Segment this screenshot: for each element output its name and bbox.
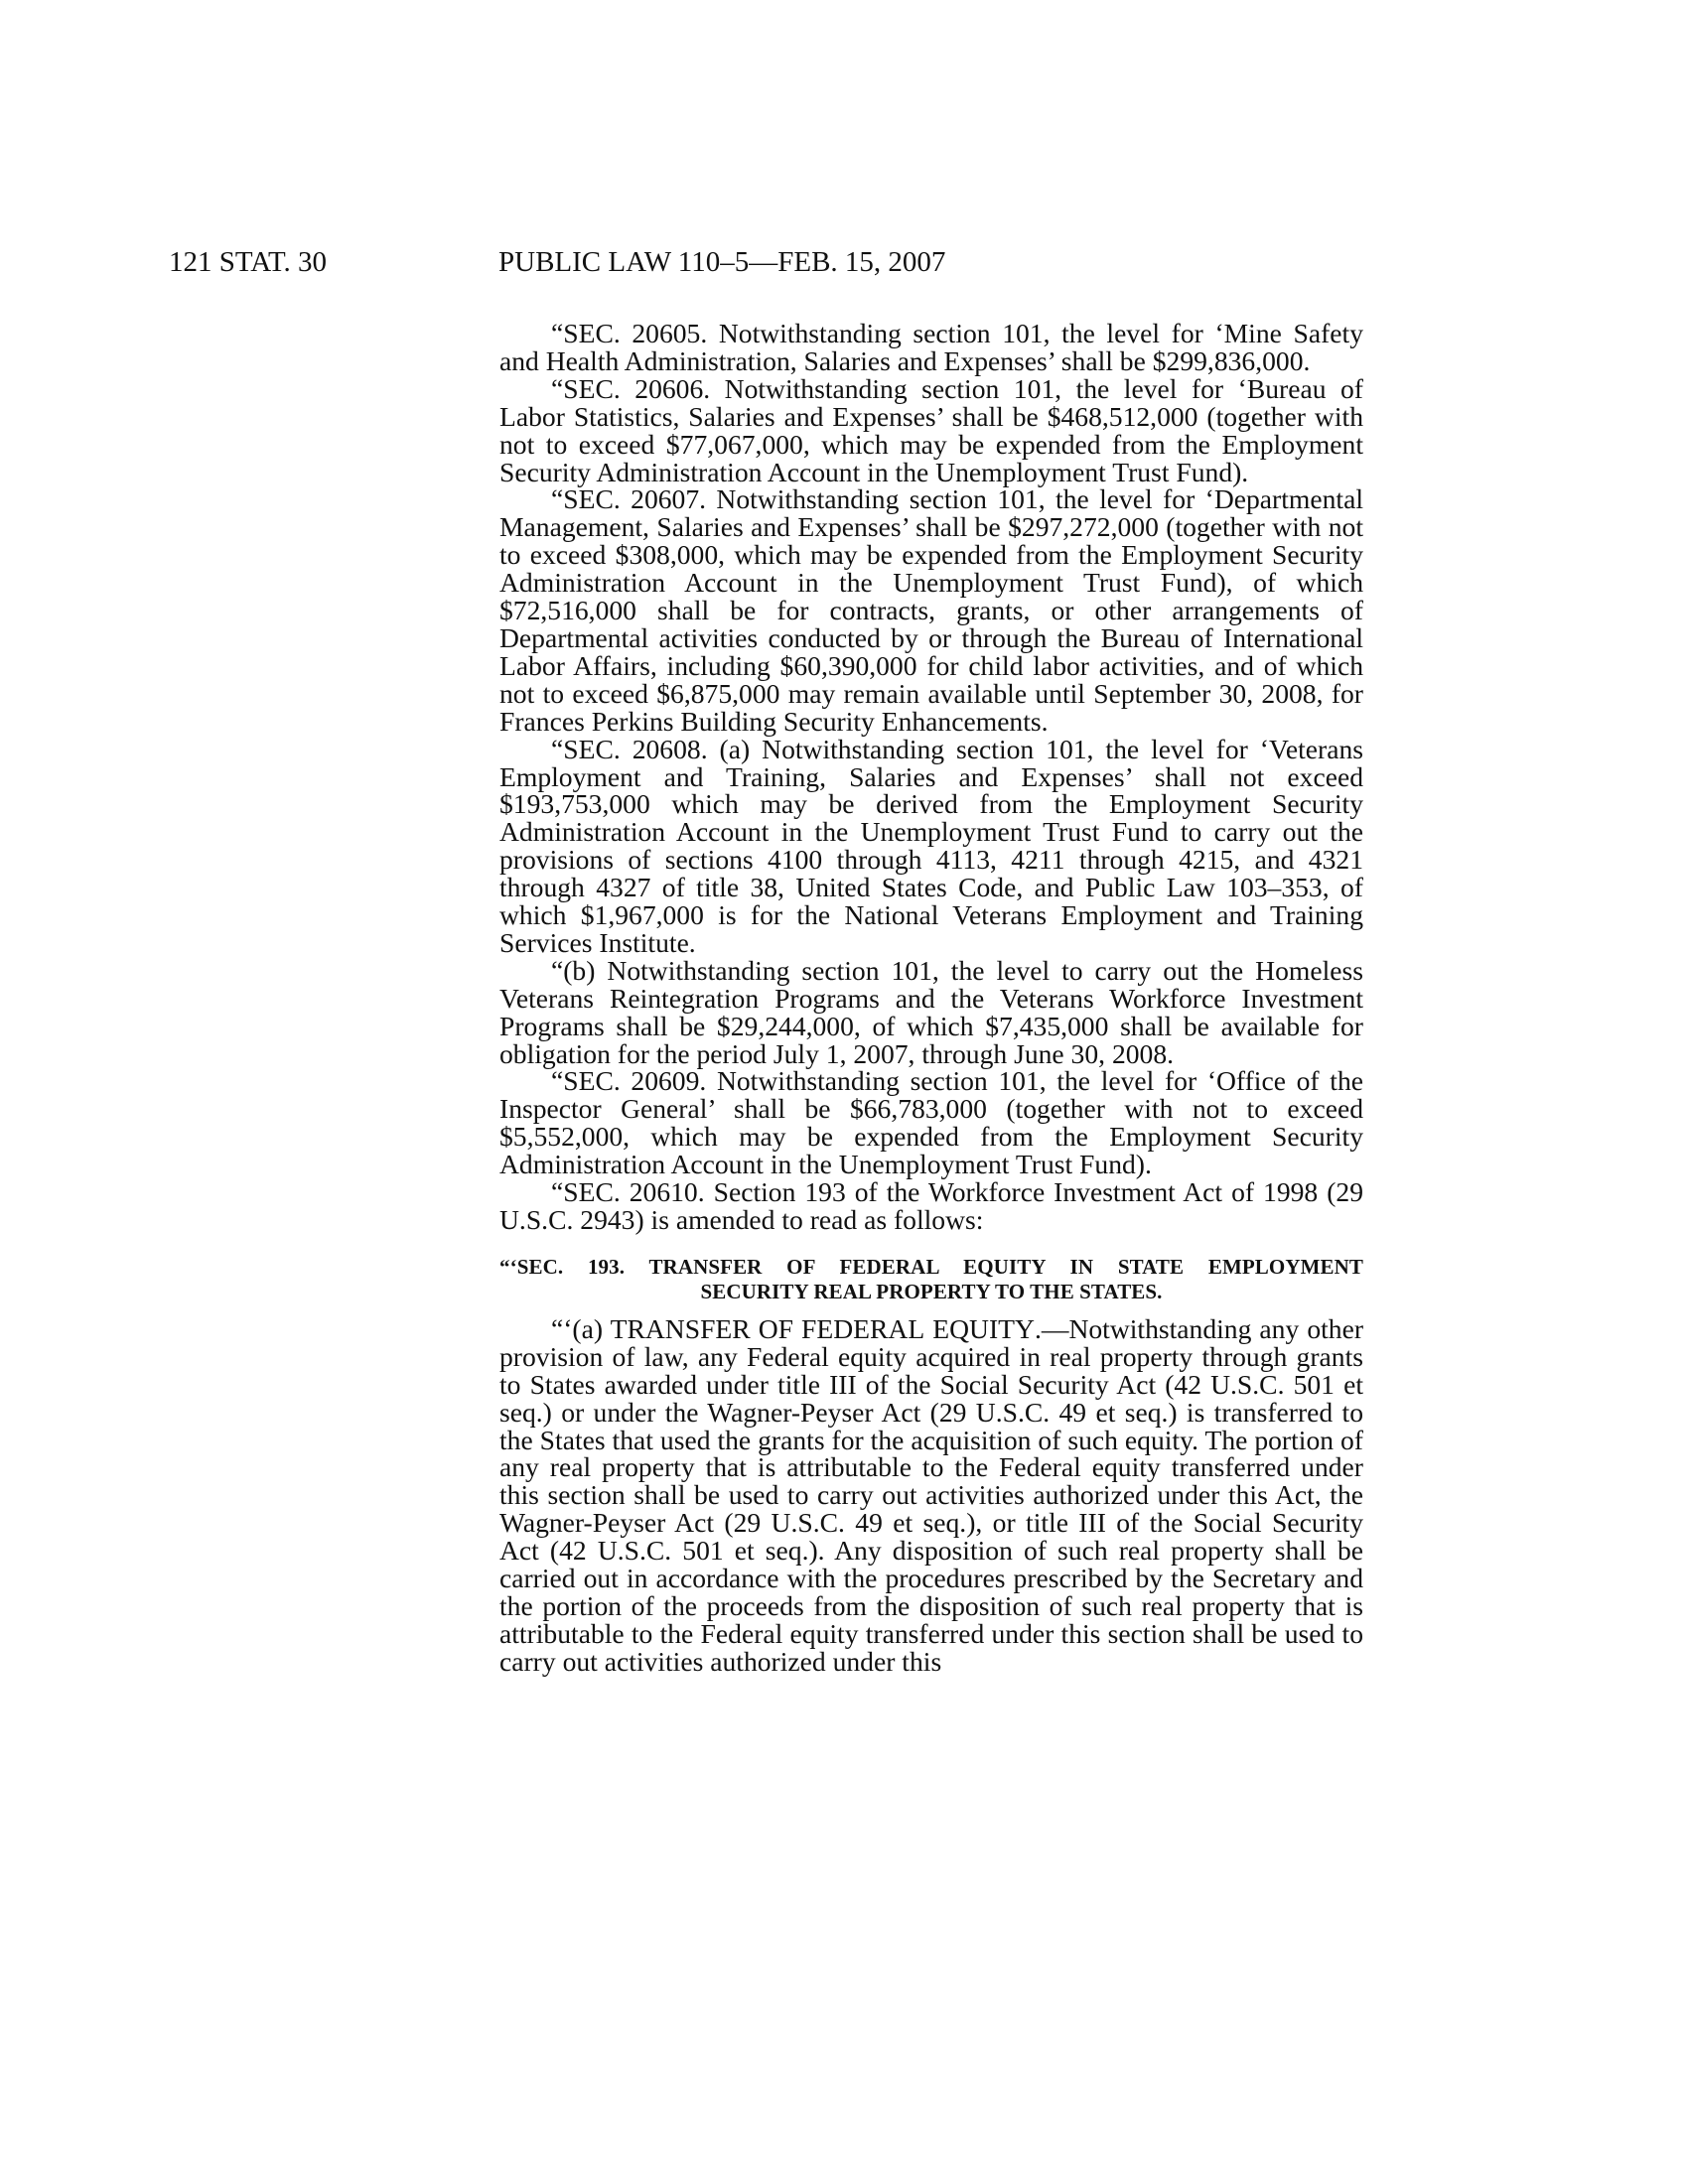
- section-20605-paragraph: “SEC. 20605. Notwithstanding section 101, the level for ‘Mine Safety and Health Administration, Salaries and Expenses’ shall be $299,836,000.: [499, 318, 1363, 376]
- section-20607-paragraph: “SEC. 20607. Notwithstanding section 101, the level for ‘Departmental Management, Salaries and Expenses’ shall be $297,272,000 (together with not to exceed $308,000, which may be expended from the Employment Security Administration Account in the Unemployment Trust Fund), of which $72,516,000 shall be for contracts, grants, or other arrangements of Departmental activities conducted by or through the Bureau of International Labor Affairs, including $60,390,000 for child labor activities, and of which not to exceed $6,875,000 may remain available until September 30, 2008, for Frances Perkins Building Security Enhancements.: [499, 483, 1363, 737]
- section-20608b-paragraph: “(b) Notwithstanding section 101, the level to carry out the Homeless Veterans Reintegration Programs and the Veterans Workforce Investment Programs shall be $29,244,000, of which $7,435,000 shall be available for obligation for the period July 1, 2007, through June 30, 2008.: [499, 954, 1363, 1069]
- section-20610-paragraph: “SEC. 20610. Section 193 of the Workforce Investment Act of 1998 (29 U.S.C. 2943) is amended to read as follows:: [499, 1176, 1363, 1235]
- public-law-header: PUBLIC LAW 110–5—FEB. 15, 2007: [498, 246, 946, 278]
- section-heading-line-1: “‘SEC. 193. TRANSFER OF FEDERAL EQUITY IN STATE EMPLOYMENT: [499, 1254, 1363, 1279]
- page-header: [0, 246, 1688, 286]
- section-20609-paragraph: “SEC. 20609. Notwithstanding section 101, the level for ‘Office of the Inspector General’ shall be $66,783,000 (together with not to exceed $5,552,000, which may be expended from the Employment Security Administration Account in the Unemployment Trust Fund).: [499, 1065, 1363, 1180]
- statute-citation: 121 STAT. 30: [169, 246, 328, 278]
- section-20608a-paragraph: “SEC. 20608. (a) Notwithstanding section 101, the level for ‘Veterans Employment and Training, Salaries and Expenses’ shall not exceed $193,753,000 which may be derived from the Employment Security Administration Account in the Unemployment Trust Fund to carry out the provisions of sections 4100 through 4113, 4211 through 4215, and 4321 through 4327 of title 38, United States Code, and Public Law 103–353, of which $1,967,000 is for the National Veterans Employment and Training Services Institute.: [499, 733, 1363, 958]
- section-20606-paragraph: “SEC. 20606. Notwithstanding section 101, the level for ‘Bureau of Labor Statistics, Salaries and Expenses’ shall be $468,512,000 (together with not to exceed $77,067,000, which may be expended from the Employment Security Administration Account in the Unemployment Trust Fund).: [499, 372, 1363, 487]
- document-body: [499, 320, 1363, 1676]
- subsection-a-paragraph: “‘(a) TRANSFER OF FEDERAL EQUITY.—Notwithstanding any other provision of law, any Federal equity acquired in real property through grants to States awarded under title III of the Social Security Act (42 U.S.C. 501 et seq.) or under the Wagner-Peyser Act (29 U.S.C. 49 et seq.) is transferred to the States that used the grants for the acquisition of such equity. The portion of any real property that is attributable to the Federal equity transferred under this section shall be used to carry out activities authorized under this Act, the Wagner-Peyser Act (29 U.S.C. 49 et seq.), or title III of the Social Security Act (42 U.S.C. 501 et seq.). Any disposition of such real property shall be carried out in accordance with the procedures prescribed by the Secretary and the portion of the proceeds from the disposition of such real property that is attributable to the Federal equity transferred under this section shall be used to carry out activities authorized under this: [499, 1312, 1364, 1677]
- section-heading-line-2: SECURITY REAL PROPERTY TO THE STATES.: [700, 1279, 1163, 1303]
- section-193-heading: [499, 1255, 1363, 1304]
